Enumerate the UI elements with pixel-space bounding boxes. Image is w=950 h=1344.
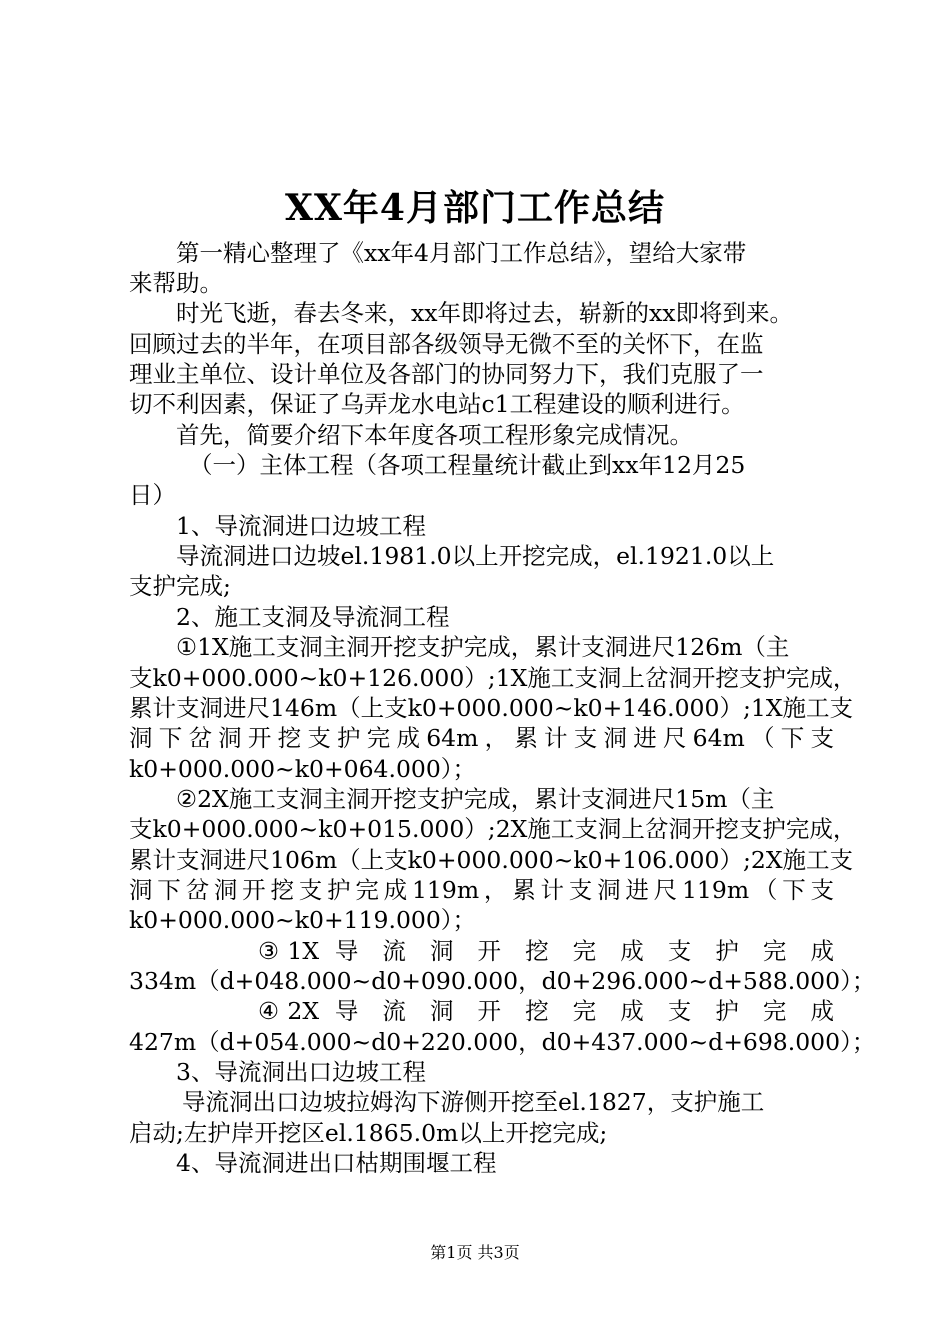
paragraph-line: 第一精心整理了《xx年4月部门工作总结》，望给大家带 — [176, 239, 747, 267]
paragraph-line: 支护完成; — [129, 572, 231, 600]
page-indicator: 第1页 共3页 — [430, 1243, 520, 1262]
document-title: XX年4月部门工作总结 — [285, 187, 665, 229]
paragraph-line: ④2X 导 流 洞 开 挖 完 成 支 护 完 成 — [258, 997, 834, 1025]
paragraph-line: 导流洞出口边坡拉姆沟下游侧开挖至el.1827，支护施工 — [182, 1088, 765, 1116]
paragraph-line: 来帮助。 — [129, 269, 223, 297]
paragraph-line: 启动;左护岸开挖区el.1865.0m以上开挖完成; — [129, 1119, 608, 1147]
paragraph-line: 洞下岔洞开挖支护完成119m，累计支洞进尺119m（下支 — [129, 876, 834, 904]
paragraph-line: 导流洞进口边坡el.1981.0以上开挖完成，el.1921.0以上 — [176, 542, 775, 570]
paragraph-line: k0+000.000~k0+119.000）； — [129, 906, 477, 934]
paragraph-line: 累计支洞进尺106m（上支k0+000.000~k0+106.000）;2X施工支 — [129, 846, 854, 874]
paragraph-line: 切不利因素，保证了乌弄龙水电站c1工程建设的顺利进行。 — [129, 390, 745, 418]
paragraph-line: 首先，简要介绍下本年度各项工程形象完成情况。 — [176, 421, 693, 449]
paragraph-line: 427m（d+054.000~d0+220.000，d0+437.000~d+698.000）； — [129, 1028, 876, 1056]
paragraph-line: ②2X施工支洞主洞开挖支护完成，累计支洞进尺15m（主 — [176, 785, 775, 813]
section-heading-cont: 日） — [129, 481, 176, 509]
subsection-heading: 1、导流洞进口边坡工程 — [176, 512, 426, 540]
subsection-heading: 2、施工支洞及导流洞工程 — [176, 603, 450, 631]
section-heading: （一）主体工程（各项工程量统计截止到xx年12月25 — [189, 451, 746, 479]
subsection-heading: 3、导流洞出口边坡工程 — [176, 1058, 426, 1086]
paragraph-line: k0+000.000~k0+064.000）； — [129, 755, 477, 783]
paragraph-line: 洞下岔洞开挖支护完成64m，累计支洞进尺64m（下支 — [129, 724, 834, 752]
paragraph-line: 理业主单位、设计单位及各部门的协同努力下，我们克服了一 — [129, 360, 764, 388]
subsection-heading: 4、导流洞进出口枯期围堰工程 — [176, 1149, 497, 1177]
paragraph-line: 累计支洞进尺146m（上支k0+000.000~k0+146.000）;1X施工支 — [129, 694, 854, 722]
paragraph-line: 334m（d+048.000~d0+090.000，d0+296.000~d+588.000）； — [129, 967, 876, 995]
paragraph-line: 回顾过去的半年，在项目部各级领导无微不至的关怀下，在监 — [129, 330, 764, 358]
paragraph-line: 时光飞逝，春去冬来，xx年即将过去，崭新的xx即将到来。 — [176, 299, 794, 327]
paragraph-line: 支k0+000.000~k0+015.000）;2X施工支洞上岔洞开挖支护完成， — [129, 815, 857, 843]
paragraph-line: ③1X 导 流 洞 开 挖 完 成 支 护 完 成 — [258, 937, 834, 965]
paragraph-line: ①1X施工支洞主洞开挖支护完成，累计支洞进尺126m（主 — [176, 633, 790, 661]
paragraph-line: 支k0+000.000~k0+126.000）;1X施工支洞上岔洞开挖支护完成， — [129, 664, 857, 692]
